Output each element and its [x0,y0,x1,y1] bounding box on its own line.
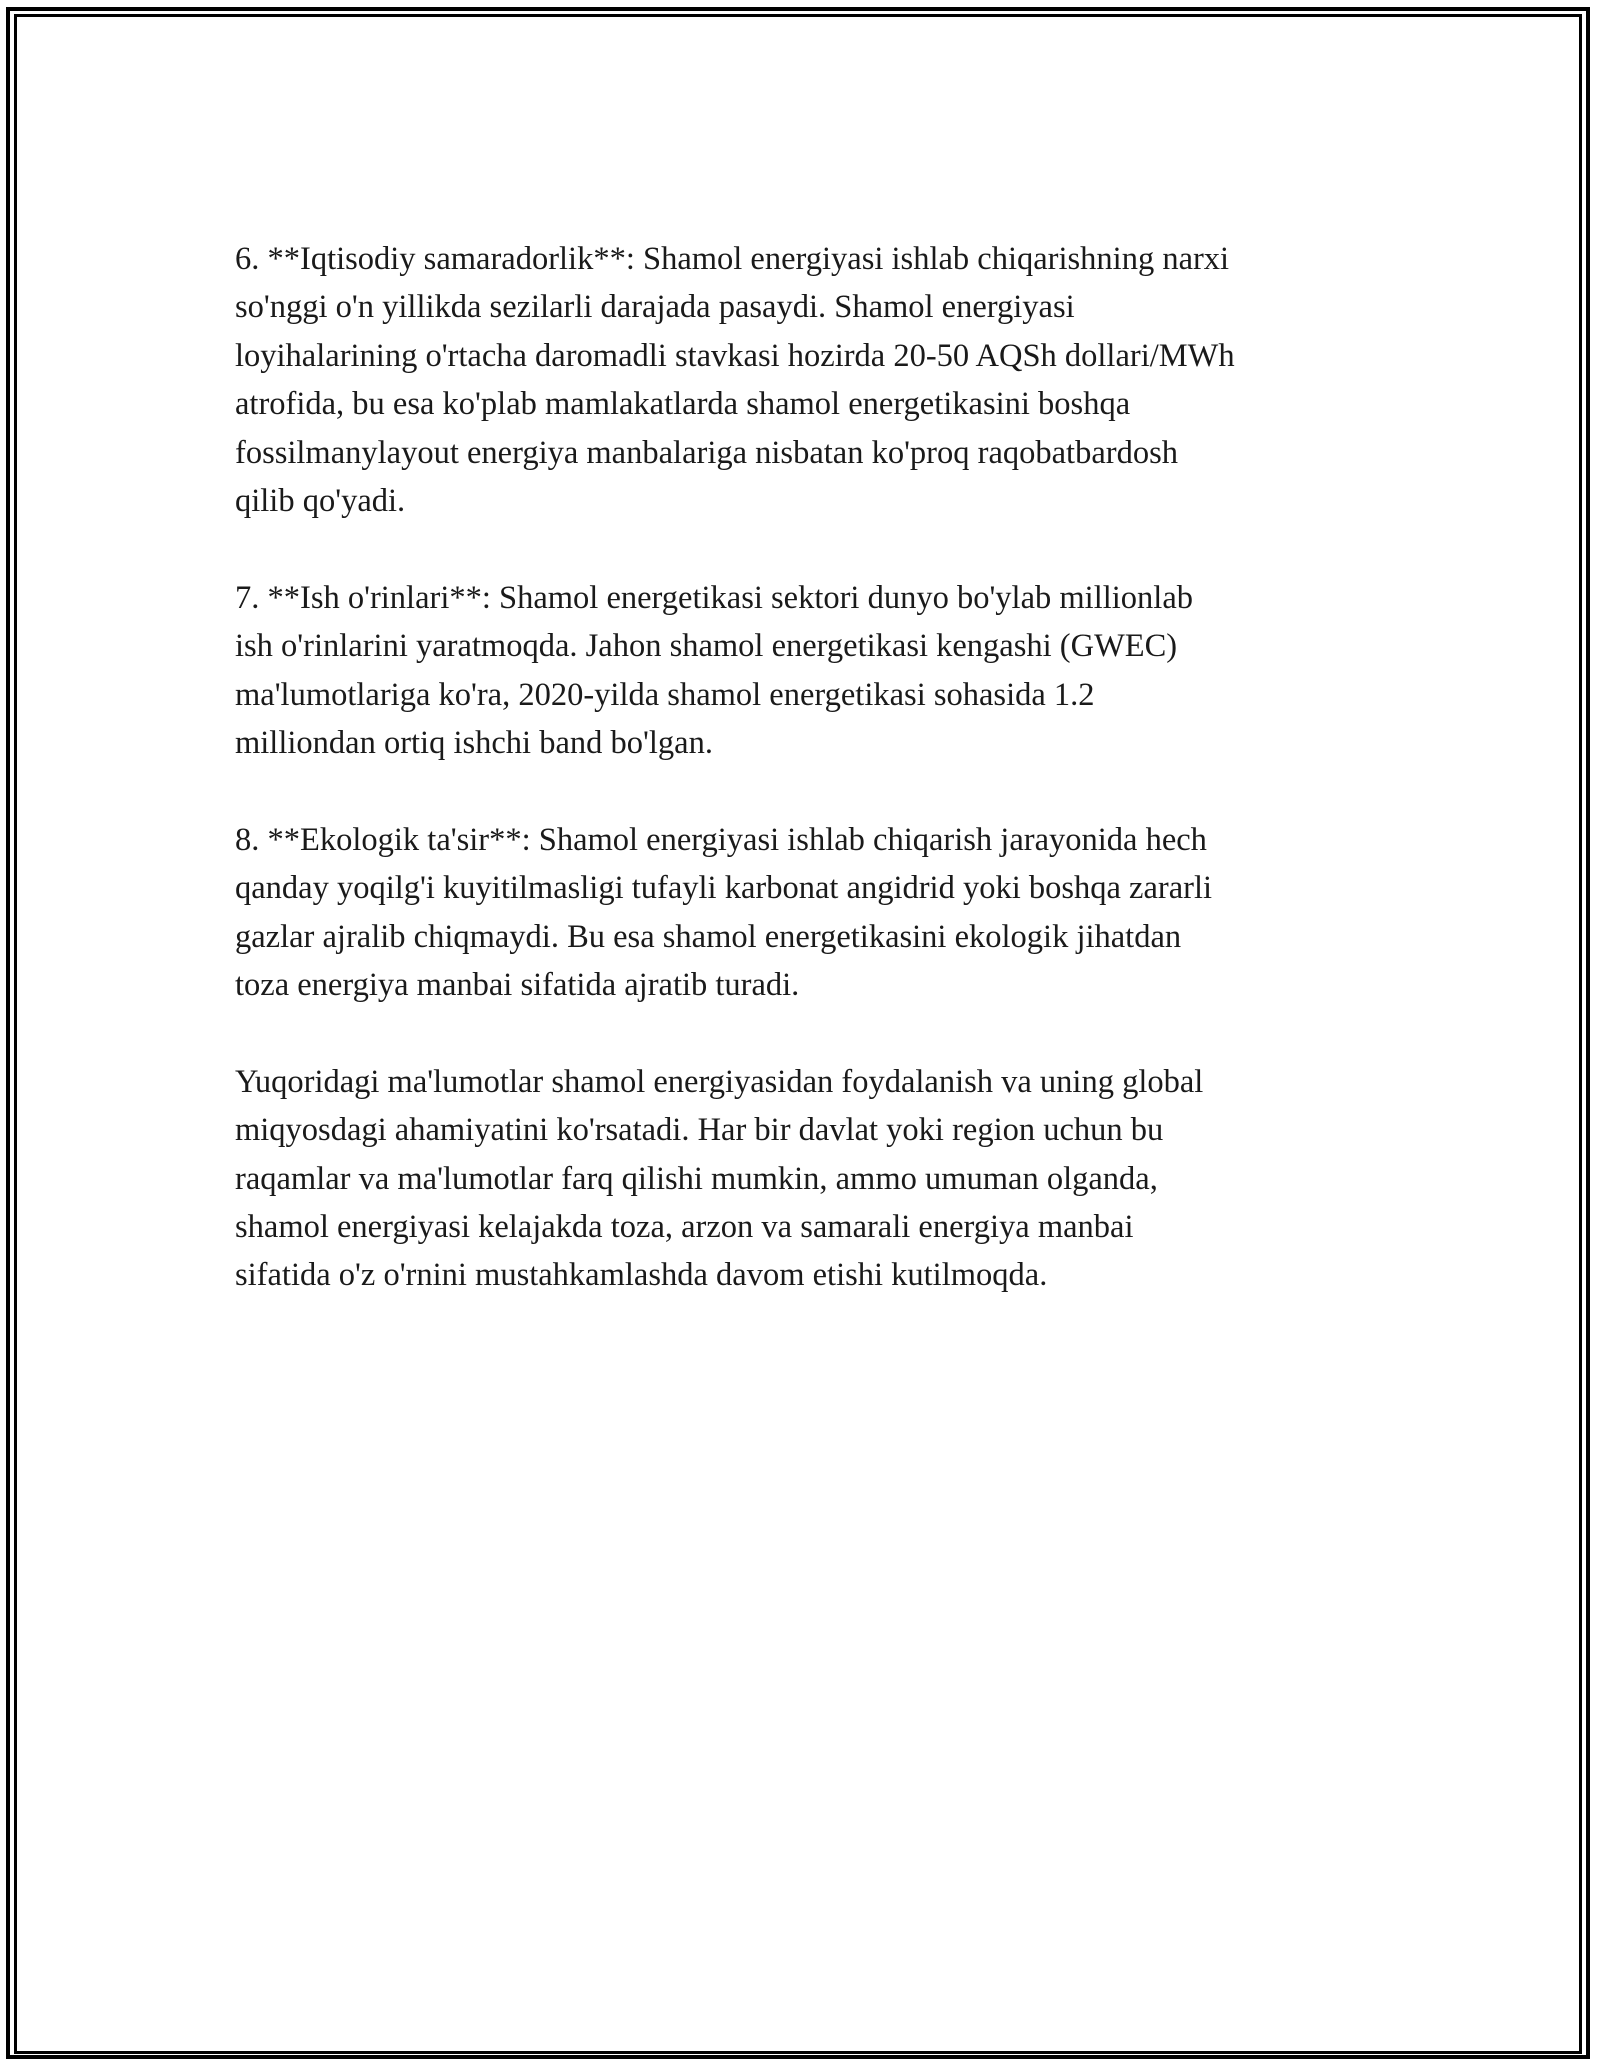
paragraph-economic-efficiency: 6. **Iqtisodiy samaradorlik**: Shamol energiyasi ishlab chiqarishning narxi so'nggi o'n yillikda sezilarli darajada pasaydi. Shamol energiyasi loyihalarining o'rtacha daromadli stavkasi hozirda 20-50 AQSh dollari/MWh atrofida, bu esa ko'plab mamlakatlarda shamol energetikasini boshqa fossilmanylayout energiya manbalariga nisbatan ko'proq raqobatbardosh qilib qo'yadi. [235,241,1235,520]
paragraph-conclusion: Yuqoridagi ma'lumotlar shamol energiyasidan foydalanish va uning global miqyosdagi ahamiyatini ko'rsatadi. Har bir davlat yoki region uchun bu raqamlar va ma'lumotlar farq qilishi mumkin, ammo umuman olganda, shamol energiyasi kelajakda toza, arzon va samarali energiya manbai sifatida o'z o'rnini mustahkamlashda davom etishi kutilmoqda. [235,1063,1204,1294]
document-body [235,235,1385,1348]
paragraph-ecological-impact: 8. **Ekologik ta'sir**: Shamol energiyasi ishlab chiqarish jarayonida hech qanday yoqilg'i kuyitilmasligi tufayli karbonat angidrid yoki boshqa zararli gazlar ajralib chiqmaydi. Bu esa shamol energetikasini ekologik jihatdan toza energiya manbai sifatida ajratib turadi. [235,821,1213,1004]
paragraph-jobs: 7. **Ish o'rinlari**: Shamol energetikasi sektori dunyo bo'ylab millionlab ish o'rinlarini yaratmoqda. Jahon shamol energetikasi kengashi (GWEC) ma'lumotlariga ko'ra, 2020-yilda shamol energetikasi sohasida 1.2 milliondan ortiq ishchi band bo'lgan. [235,579,1193,762]
